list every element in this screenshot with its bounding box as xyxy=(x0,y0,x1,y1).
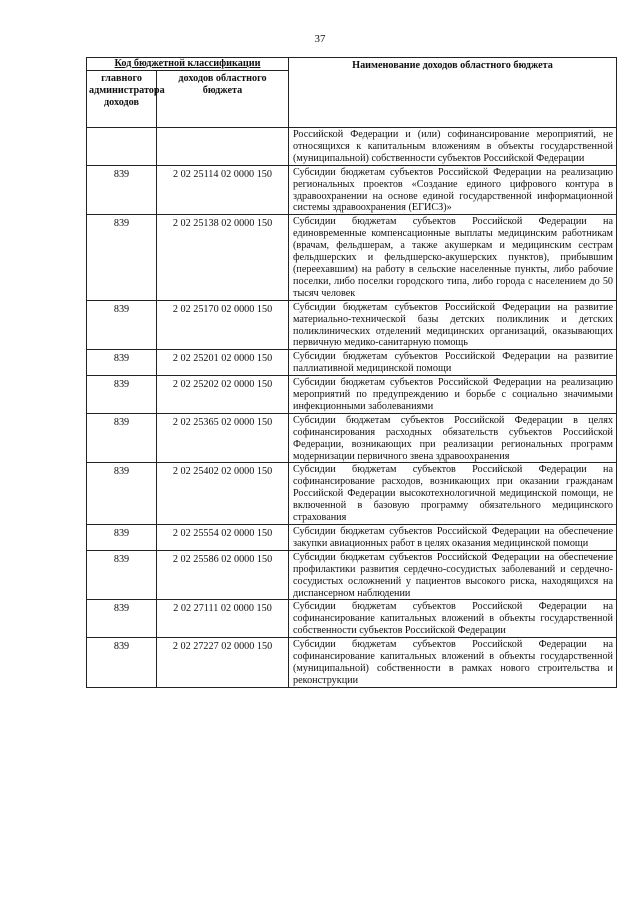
row-income-name: Субсидии бюджетам субъектов Российской Федерации на развитие материально-технической базы детских поликлиник и детских поликлинических отделений медицинских организаций, оказывающих первичную медико-санитарную помощь xyxy=(289,300,617,350)
row-income-code: 2 02 25202 02 0000 150 xyxy=(157,376,289,414)
row-income-code xyxy=(157,128,289,166)
row-income-name: Субсидии бюджетам субъектов Российской Федерации на единовременные компенсационные выплаты медицинским работникам (врачам, фельдшерам, а также акушеркам и медицинским сестрам фельдшерских и фельдшерско-акушерских пунктов), прибывшим (переехавшим) на работу в сельские населенные пункты, либо рабочие поселки, либо поселки городского типа, либо города с населением до 50 тысяч человек xyxy=(289,215,617,300)
row-income-name: Субсидии бюджетам субъектов Российской Федерации на обеспечение закупки авиационных работ в целях оказания медицинской помощи xyxy=(289,525,617,551)
row-income-name: Субсидии бюджетам субъектов Российской Федерации на реализацию мероприятий по предупреждению и борьбе с социально значимыми инфекционными заболеваниями xyxy=(289,376,617,414)
row-administrator-code: 839 xyxy=(87,550,157,600)
row-administrator-code: 839 xyxy=(87,350,157,376)
row-income-name: Субсидии бюджетам субъектов Российской Федерации в целях софинансирования расходных обязательств субъектов Российской Федерации, возникающих при реализации региональных программ модернизации первичного звена здравоохранения xyxy=(289,413,617,463)
table-row xyxy=(87,463,617,525)
row-income-name: Субсидии бюджетам субъектов Российской Федерации на софинансирование капитальных вложений в объекты государственной собственности субъектов Российской Федерации xyxy=(289,600,617,638)
row-income-code: 2 02 25114 02 0000 150 xyxy=(157,165,289,215)
row-administrator-code xyxy=(87,128,157,166)
table-body xyxy=(87,128,617,688)
row-income-name: Субсидии бюджетам субъектов Российской Федерации на обеспечение профилактики развития сердечно-сосудистых заболеваний и сердечно-сосудистых осложнений у пациентов высокого риска, находящихся на диспансерном наблюдении xyxy=(289,550,617,600)
row-income-code: 2 02 25170 02 0000 150 xyxy=(157,300,289,350)
row-administrator-code: 839 xyxy=(87,413,157,463)
row-income-code: 2 02 25138 02 0000 150 xyxy=(157,215,289,300)
row-income-code: 2 02 25365 02 0000 150 xyxy=(157,413,289,463)
row-income-code: 2 02 27111 02 0000 150 xyxy=(157,600,289,638)
row-income-code: 2 02 27227 02 0000 150 xyxy=(157,638,289,688)
row-administrator-code: 839 xyxy=(87,215,157,300)
row-administrator-code: 839 xyxy=(87,376,157,414)
row-administrator-code: 839 xyxy=(87,525,157,551)
header-income-code: доходов областного бюджета xyxy=(157,71,289,128)
table-row xyxy=(87,600,617,638)
row-income-name: Субсидии бюджетам субъектов Российской Федерации на софинансирование капитальных вложений в объекты государственной (муниципальной) собственности в рамках нового строительства и реконструкции xyxy=(289,638,617,688)
row-administrator-code: 839 xyxy=(87,165,157,215)
row-income-name: Субсидии бюджетам субъектов Российской Федерации на развитие паллиативной медицинской помощи xyxy=(289,350,617,376)
table-row xyxy=(87,128,617,166)
row-income-name: Российской Федерации и (или) софинансирование мероприятий, не относящихся к капитальным вложениям в объекты государственной (муниципальной) собственности субъектов Российской Федерации xyxy=(289,128,617,166)
table-row xyxy=(87,376,617,414)
row-income-code: 2 02 25586 02 0000 150 xyxy=(157,550,289,600)
row-income-code: 2 02 25554 02 0000 150 xyxy=(157,525,289,551)
header-classification-group: Код бюджетной классификации xyxy=(87,58,289,71)
table-row xyxy=(87,350,617,376)
row-income-code: 2 02 25201 02 0000 150 xyxy=(157,350,289,376)
table-row xyxy=(87,638,617,688)
header-income-name: Наименование доходов областного бюджета xyxy=(289,58,617,128)
row-administrator-code: 839 xyxy=(87,600,157,638)
row-income-name: Субсидии бюджетам субъектов Российской Федерации на софинансирование расходов, возникающих при оказании гражданам Российской Федерации высокотехнологичной медицинской помощи, не включенной в базовую программу обязательного медицинского страхования xyxy=(289,463,617,525)
budget-classification-table xyxy=(86,57,617,688)
table-row xyxy=(87,300,617,350)
row-administrator-code: 839 xyxy=(87,463,157,525)
table-row xyxy=(87,165,617,215)
row-administrator-code: 839 xyxy=(87,300,157,350)
row-income-name: Субсидии бюджетам субъектов Российской Федерации на реализацию региональных проектов «Создание единого цифрового контура в здравоохранении на основе единой государственной информационной системы здравоохранения (ЕГИСЗ)» xyxy=(289,165,617,215)
page-number: 37 xyxy=(314,33,326,45)
table-row xyxy=(87,413,617,463)
row-income-code: 2 02 25402 02 0000 150 xyxy=(157,463,289,525)
table-row xyxy=(87,215,617,300)
table-row xyxy=(87,525,617,551)
header-main-administrator: главного администратора доходов xyxy=(87,71,157,128)
row-administrator-code: 839 xyxy=(87,638,157,688)
table-row xyxy=(87,550,617,600)
